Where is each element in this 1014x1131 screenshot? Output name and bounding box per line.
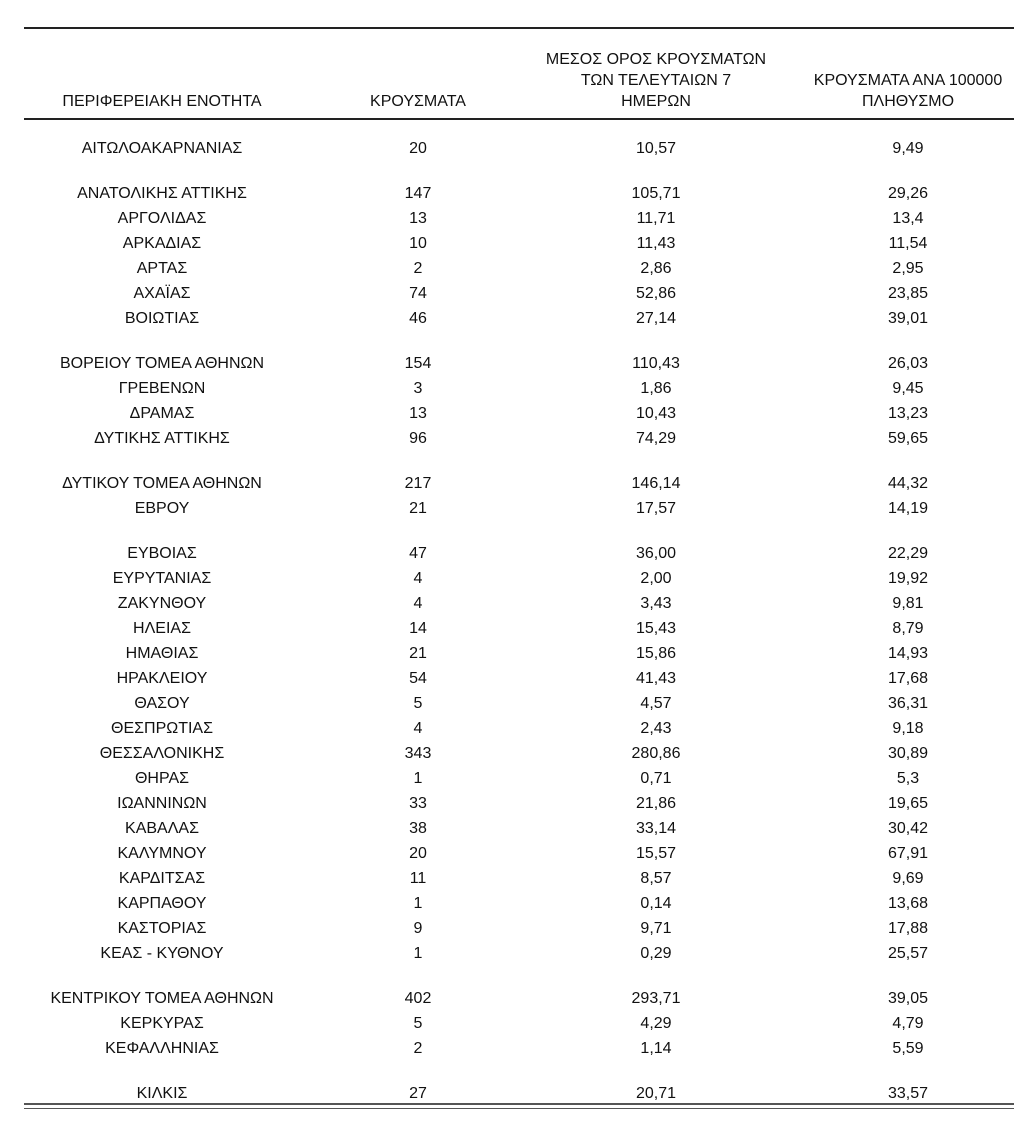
cell-7-day-average: 110,43 — [632, 355, 680, 372]
cell-regional-unit: ΖΑΚΥΝΘΟΥ — [117, 595, 207, 612]
cell-regional-unit: ΘΕΣΣΑΛΟΝΙΚΗΣ — [99, 745, 225, 762]
cell-regional-unit: ΒΟΙΩΤΙΑΣ — [124, 310, 200, 327]
cell-cases: 343 — [404, 745, 432, 762]
cell-regional-unit: ΑΡΤΑΣ — [136, 260, 188, 277]
cell-cases-per-100000: 39,01 — [887, 310, 929, 327]
cell-7-day-average: 9,71 — [640, 920, 672, 937]
table-row — [24, 1011, 1014, 1036]
cell-regional-unit: ΔΥΤΙΚΗΣ ΑΤΤΙΚΗΣ — [94, 430, 230, 447]
cell-cases: 3 — [413, 380, 423, 397]
cell-cases-per-100000: 22,29 — [887, 545, 929, 562]
cell-cases: 4 — [413, 720, 423, 737]
cell-cases: 11 — [409, 870, 427, 887]
table-row — [24, 791, 1014, 816]
cell-7-day-average: 11,43 — [636, 235, 676, 252]
cell-regional-unit: ΚΑΛΥΜΝΟΥ — [117, 845, 207, 862]
cell-cases: 4 — [413, 570, 423, 587]
table-row — [24, 766, 1014, 791]
cell-cases-per-100000: 4,79 — [892, 1015, 924, 1032]
cell-regional-unit: ΚΕΦΑΛΛΗΝΙΑΣ — [105, 1040, 219, 1057]
cell-regional-unit: ΕΥΡΥΤΑΝΙΑΣ — [112, 570, 212, 587]
cell-7-day-average: 8,57 — [640, 870, 672, 887]
cell-7-day-average: 10,43 — [635, 405, 677, 422]
cell-regional-unit: ΑΡΓΟΛΙΔΑΣ — [117, 210, 207, 227]
cell-cases: 2 — [413, 260, 423, 277]
cell-cases-per-100000: 29,26 — [887, 185, 929, 202]
cell-regional-unit: ΕΒΡΟΥ — [134, 500, 190, 517]
table-row — [24, 281, 1014, 306]
cell-7-day-average: 17,57 — [635, 500, 677, 517]
cell-cases-per-100000: 13,23 — [887, 405, 929, 422]
cell-7-day-average: 41,43 — [635, 670, 677, 687]
table-row — [24, 891, 1014, 916]
table-row — [24, 866, 1014, 891]
header-regional-unit: ΠΕΡΙΦΕΡΕΙΑΚΗ ΕΝΟΤΗΤΑ — [62, 93, 262, 110]
cell-cases: 2 — [413, 1040, 423, 1057]
table-row — [24, 376, 1014, 401]
cell-cases-per-100000: 19,92 — [887, 570, 929, 587]
cell-cases-per-100000: 8,79 — [892, 620, 924, 637]
cell-cases: 96 — [409, 430, 427, 447]
cell-regional-unit: ΑΧΑΪΑΣ — [133, 285, 191, 302]
table-row — [24, 471, 1014, 496]
table-row — [24, 691, 1014, 716]
table-row — [24, 591, 1014, 616]
cell-cases-per-100000: 9,18 — [892, 720, 924, 737]
cell-cases-per-100000: 5,59 — [892, 1040, 924, 1057]
cell-cases-per-100000: 14,93 — [887, 645, 929, 662]
cell-7-day-average: 15,57 — [635, 845, 677, 862]
cell-cases: 13 — [409, 405, 427, 422]
header-cases: ΚΡΟΥΣΜΑΤΑ — [370, 93, 466, 110]
cell-7-day-average: 11,71 — [636, 210, 676, 227]
cell-regional-unit: ΒΟΡΕΙΟΥ ΤΟΜΕΑ ΑΘΗΝΩΝ — [59, 355, 265, 372]
table-row — [24, 816, 1014, 841]
cell-7-day-average: 27,14 — [635, 310, 677, 327]
cell-cases-per-100000: 67,91 — [887, 845, 929, 862]
cell-cases: 154 — [404, 355, 432, 372]
cell-cases: 9 — [413, 920, 423, 937]
table-row — [24, 666, 1014, 691]
cell-cases: 1 — [413, 895, 423, 912]
cell-regional-unit: ΚΕΡΚΥΡΑΣ — [120, 1015, 204, 1032]
cell-7-day-average: 293,71 — [631, 990, 681, 1007]
cell-cases-per-100000: 11,54 — [888, 235, 928, 252]
cell-cases: 27 — [409, 1085, 427, 1102]
cell-regional-unit: ΘΗΡΑΣ — [134, 770, 190, 787]
table-row — [24, 1036, 1014, 1061]
table-row — [24, 616, 1014, 641]
cell-7-day-average: 2,00 — [640, 570, 672, 587]
cell-cases-per-100000: 9,49 — [892, 140, 924, 157]
cell-regional-unit: ΕΥΒΟΙΑΣ — [127, 545, 197, 562]
cell-regional-unit: ΑΝΑΤΟΛΙΚΗΣ ΑΤΤΙΚΗΣ — [77, 185, 247, 202]
cell-7-day-average: 1,86 — [640, 380, 672, 397]
cell-cases: 20 — [409, 140, 427, 157]
cell-cases-per-100000: 26,03 — [887, 355, 929, 372]
table-row — [24, 716, 1014, 741]
cell-cases: 33 — [409, 795, 427, 812]
cell-cases-per-100000: 13,68 — [887, 895, 929, 912]
cell-cases: 402 — [404, 990, 432, 1007]
cell-cases-per-100000: 19,65 — [887, 795, 929, 812]
table-row — [24, 181, 1014, 206]
cell-cases-per-100000: 9,45 — [892, 380, 924, 397]
cell-regional-unit: ΚΙΛΚΙΣ — [136, 1085, 188, 1102]
top-border-line — [24, 27, 1014, 29]
cell-regional-unit: ΗΛΕΙΑΣ — [133, 620, 191, 637]
cell-regional-unit: ΓΡΕΒΕΝΩΝ — [118, 380, 206, 397]
cell-cases: 10 — [409, 235, 427, 252]
cell-regional-unit: ΚΑΒΑΛΑΣ — [125, 820, 199, 837]
table-row — [24, 641, 1014, 666]
cell-regional-unit: ΔΡΑΜΑΣ — [129, 405, 195, 422]
cell-7-day-average: 2,43 — [640, 720, 672, 737]
cell-cases-per-100000: 9,69 — [892, 870, 924, 887]
cell-regional-unit: ΘΑΣΟΥ — [134, 695, 190, 712]
table-row — [24, 256, 1014, 281]
table-row — [24, 541, 1014, 566]
cell-cases: 5 — [413, 1015, 423, 1032]
cell-cases-per-100000: 2,95 — [892, 260, 924, 277]
cell-cases-per-100000: 59,65 — [887, 430, 929, 447]
cell-7-day-average: 4,57 — [640, 695, 672, 712]
table-header — [24, 42, 1014, 120]
header-cases-per-100000: ΚΡΟΥΣΜΑΤΑ ΑΝΑ 100000 ΠΛΗΘΥΣΜΟ — [813, 72, 1003, 110]
table-row — [24, 916, 1014, 941]
cell-regional-unit: ΘΕΣΠΡΩΤΙΑΣ — [111, 720, 213, 737]
cell-regional-unit: ΔΥΤΙΚΟΥ ΤΟΜΕΑ ΑΘΗΝΩΝ — [62, 475, 262, 492]
cell-7-day-average: 36,00 — [635, 545, 677, 562]
cell-cases: 47 — [409, 545, 427, 562]
table-row — [24, 741, 1014, 766]
cell-cases: 5 — [413, 695, 423, 712]
cell-cases-per-100000: 33,57 — [887, 1085, 929, 1102]
cell-7-day-average: 146,14 — [631, 475, 681, 492]
cell-7-day-average: 105,71 — [631, 185, 681, 202]
cell-regional-unit: ΗΡΑΚΛΕΙΟΥ — [116, 670, 208, 687]
cell-7-day-average: 3,43 — [640, 595, 672, 612]
cell-7-day-average: 2,86 — [640, 260, 672, 277]
cell-7-day-average: 4,29 — [640, 1015, 672, 1032]
cell-regional-unit: ΑΙΤΩΛΟΑΚΑΡΝΑΝΙΑΣ — [81, 140, 243, 157]
cell-7-day-average: 33,14 — [635, 820, 677, 837]
cell-cases: 21 — [409, 645, 427, 662]
cell-7-day-average: 0,14 — [640, 895, 672, 912]
table-row — [24, 426, 1014, 451]
cell-cases-per-100000: 44,32 — [887, 475, 929, 492]
cell-cases-per-100000: 25,57 — [887, 945, 929, 962]
cell-cases: 38 — [409, 820, 427, 837]
table-row — [24, 841, 1014, 866]
cell-cases: 4 — [413, 595, 423, 612]
table-row — [24, 496, 1014, 521]
cell-7-day-average: 21,86 — [635, 795, 677, 812]
table-row — [24, 231, 1014, 256]
cell-cases-per-100000: 23,85 — [887, 285, 929, 302]
cell-regional-unit: ΚΕΝΤΡΙΚΟΥ ΤΟΜΕΑ ΑΘΗΝΩΝ — [50, 990, 274, 1007]
cell-7-day-average: 1,14 — [640, 1040, 672, 1057]
cell-cases: 74 — [409, 285, 427, 302]
cell-7-day-average: 0,29 — [640, 945, 672, 962]
table-row — [24, 566, 1014, 591]
bottom-border-line — [24, 1103, 1014, 1109]
cell-7-day-average: 10,57 — [635, 140, 677, 157]
cell-cases-per-100000: 17,88 — [887, 920, 929, 937]
cell-cases: 13 — [409, 210, 427, 227]
cell-cases: 54 — [409, 670, 427, 687]
cell-cases-per-100000: 17,68 — [887, 670, 929, 687]
cell-cases: 21 — [409, 500, 427, 517]
cell-cases: 1 — [413, 770, 423, 787]
cell-cases-per-100000: 9,81 — [892, 595, 924, 612]
cell-regional-unit: ΗΜΑΘΙΑΣ — [125, 645, 199, 662]
cell-7-day-average: 74,29 — [635, 430, 677, 447]
cell-cases-per-100000: 30,89 — [887, 745, 929, 762]
cell-cases-per-100000: 39,05 — [887, 990, 929, 1007]
cell-regional-unit: ΚΑΣΤΟΡΙΑΣ — [117, 920, 207, 937]
cell-7-day-average: 280,86 — [631, 745, 681, 762]
header-7-day-average: ΜΕΣΟΣ ΟΡΟΣ ΚΡΟΥΣΜΑΤΩΝ ΤΩΝ ΤΕΛΕΥΤΑΙΩΝ 7 ΗΜΕΡΩΝ — [545, 51, 767, 110]
table-row — [24, 941, 1014, 966]
cell-cases-per-100000: 5,3 — [896, 770, 920, 787]
cell-cases: 20 — [409, 845, 427, 862]
cell-cases-per-100000: 13,4 — [892, 210, 924, 227]
cell-regional-unit: ΚΑΡΔΙΤΣΑΣ — [118, 870, 206, 887]
cell-cases: 46 — [409, 310, 427, 327]
cell-regional-unit: ΚΕΑΣ - ΚΥΘΝΟΥ — [100, 945, 224, 962]
table-row — [24, 401, 1014, 426]
cell-cases-per-100000: 36,31 — [887, 695, 929, 712]
cell-regional-unit: ΙΩΑΝΝΙΝΩΝ — [117, 795, 207, 812]
cell-7-day-average: 15,86 — [635, 645, 677, 662]
cell-cases: 14 — [409, 620, 427, 637]
cell-7-day-average: 15,43 — [635, 620, 677, 637]
table-row — [24, 986, 1014, 1011]
cell-regional-unit: ΑΡΚΑΔΙΑΣ — [122, 235, 202, 252]
table-row — [24, 306, 1014, 331]
table-row — [24, 206, 1014, 231]
cell-cases: 147 — [404, 185, 432, 202]
cell-7-day-average: 20,71 — [635, 1085, 677, 1102]
cell-7-day-average: 52,86 — [635, 285, 677, 302]
cell-cases-per-100000: 14,19 — [887, 500, 929, 517]
cell-cases: 1 — [413, 945, 423, 962]
cell-7-day-average: 0,71 — [640, 770, 672, 787]
table-row — [24, 351, 1014, 376]
cell-regional-unit: ΚΑΡΠΑΘΟΥ — [117, 895, 207, 912]
cell-cases-per-100000: 30,42 — [887, 820, 929, 837]
table-row — [24, 136, 1014, 161]
cell-cases: 217 — [404, 475, 432, 492]
